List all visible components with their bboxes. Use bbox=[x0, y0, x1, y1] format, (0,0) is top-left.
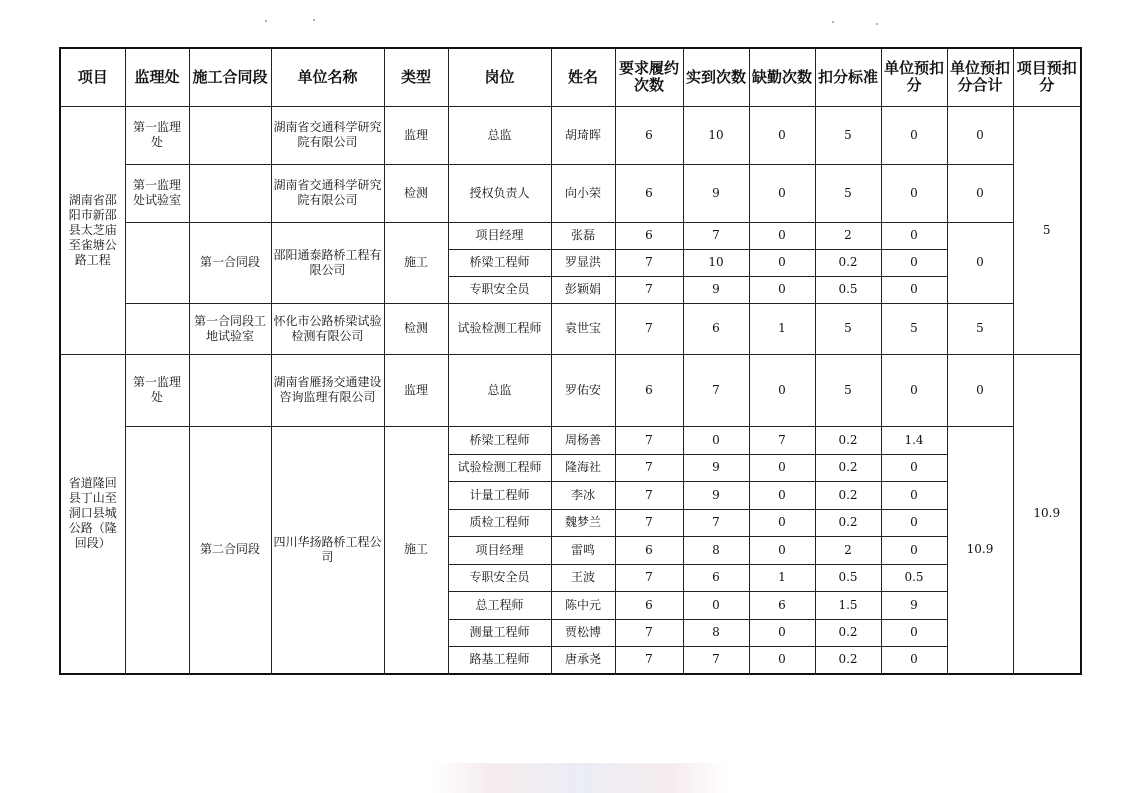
unit-name-cell: 湖南省交通科学研究院有限公司 bbox=[271, 164, 384, 222]
unit-pre-deduction-total-cell: 0 bbox=[947, 106, 1013, 164]
absent-times-cell: 0 bbox=[749, 222, 815, 249]
required-times-cell: 7 bbox=[615, 619, 683, 646]
position-cell: 试验检测工程师 bbox=[448, 454, 551, 481]
table-row bbox=[60, 303, 1081, 354]
position-cell: 项目经理 bbox=[448, 536, 551, 564]
supervision-office-cell: 第一监理处 bbox=[125, 354, 189, 426]
deduction-standard-cell: 2 bbox=[815, 536, 881, 564]
unit-pre-deduction-cell: 0 bbox=[881, 222, 947, 249]
type-cell: 检测 bbox=[384, 164, 448, 222]
required-times-cell: 6 bbox=[615, 222, 683, 249]
required-times-cell: 6 bbox=[615, 106, 683, 164]
unit-pre-deduction-cell: 0 bbox=[881, 276, 947, 303]
actual-times-cell: 9 bbox=[683, 164, 749, 222]
name-cell: 彭颖娟 bbox=[551, 276, 615, 303]
actual-times-cell: 9 bbox=[683, 276, 749, 303]
absent-times-cell: 1 bbox=[749, 564, 815, 591]
unit-pre-deduction-total-cell: 5 bbox=[947, 303, 1013, 354]
unit-pre-deduction-cell: 5 bbox=[881, 303, 947, 354]
name-cell: 胡琦晖 bbox=[551, 106, 615, 164]
deduction-standard-cell: 5 bbox=[815, 106, 881, 164]
position-cell: 专职安全员 bbox=[448, 276, 551, 303]
required-times-cell: 7 bbox=[615, 564, 683, 591]
name-cell: 张磊 bbox=[551, 222, 615, 249]
deduction-standard-cell: 2 bbox=[815, 222, 881, 249]
header-type: 类型 bbox=[384, 48, 448, 106]
name-cell: 周杨善 bbox=[551, 426, 615, 454]
required-times-cell: 6 bbox=[615, 536, 683, 564]
required-times-cell: 7 bbox=[615, 249, 683, 276]
name-cell: 罗佑安 bbox=[551, 354, 615, 426]
type-cell: 监理 bbox=[384, 106, 448, 164]
unit-pre-deduction-cell: 0 bbox=[881, 249, 947, 276]
unit-pre-deduction-cell: 0 bbox=[881, 164, 947, 222]
header-project-pre-deduction: 项目预扣分 bbox=[1013, 48, 1081, 106]
supervision-office-cell bbox=[125, 426, 189, 674]
header-deduction-standard: 扣分标准 bbox=[815, 48, 881, 106]
contract-section-cell: 第一合同段工地试验室 bbox=[189, 303, 271, 354]
header-position: 岗位 bbox=[448, 48, 551, 106]
absent-times-cell: 0 bbox=[749, 106, 815, 164]
unit-pre-deduction-cell: 0 bbox=[881, 106, 947, 164]
deduction-standard-cell: 0.2 bbox=[815, 454, 881, 481]
header-project: 项目 bbox=[60, 48, 125, 106]
type-cell: 检测 bbox=[384, 303, 448, 354]
scan-speck bbox=[832, 21, 834, 23]
name-cell: 罗显洪 bbox=[551, 249, 615, 276]
position-cell: 授权负责人 bbox=[448, 164, 551, 222]
deduction-standard-cell: 0.2 bbox=[815, 619, 881, 646]
unit-pre-deduction-cell: 0.5 bbox=[881, 564, 947, 591]
scan-speck bbox=[876, 23, 878, 25]
actual-times-cell: 0 bbox=[683, 426, 749, 454]
contract-section-cell bbox=[189, 106, 271, 164]
unit-pre-deduction-cell: 0 bbox=[881, 454, 947, 481]
supervision-office-cell bbox=[125, 222, 189, 303]
absent-times-cell: 0 bbox=[749, 536, 815, 564]
scan-speck bbox=[265, 20, 267, 22]
project-name-cell: 湖南省邵阳市新邵县太芝庙至雀塘公路工程 bbox=[60, 106, 125, 354]
header-absent-times: 缺勤次数 bbox=[749, 48, 815, 106]
required-times-cell: 6 bbox=[615, 354, 683, 426]
unit-pre-deduction-cell: 0 bbox=[881, 354, 947, 426]
name-cell: 王波 bbox=[551, 564, 615, 591]
type-cell: 施工 bbox=[384, 222, 448, 303]
absent-times-cell: 0 bbox=[749, 509, 815, 536]
name-cell: 魏梦兰 bbox=[551, 509, 615, 536]
header-name: 姓名 bbox=[551, 48, 615, 106]
contract-section-cell bbox=[189, 354, 271, 426]
supervision-office-cell bbox=[125, 303, 189, 354]
deduction-standard-cell: 0.2 bbox=[815, 646, 881, 674]
actual-times-cell: 8 bbox=[683, 536, 749, 564]
unit-name-cell: 怀化市公路桥梁试验检测有限公司 bbox=[271, 303, 384, 354]
deduction-standard-cell: 0.2 bbox=[815, 249, 881, 276]
deduction-standard-cell: 0.5 bbox=[815, 564, 881, 591]
table-row bbox=[60, 426, 1081, 454]
position-cell: 计量工程师 bbox=[448, 481, 551, 509]
deduction-standard-cell: 5 bbox=[815, 164, 881, 222]
header-supervision-office: 监理处 bbox=[125, 48, 189, 106]
actual-times-cell: 6 bbox=[683, 303, 749, 354]
unit-name-cell: 湖南省雁扬交通建设咨询监理有限公司 bbox=[271, 354, 384, 426]
attendance-deduction-table bbox=[59, 47, 1082, 675]
required-times-cell: 7 bbox=[615, 481, 683, 509]
absent-times-cell: 6 bbox=[749, 591, 815, 619]
unit-pre-deduction-cell: 9 bbox=[881, 591, 947, 619]
name-cell: 向小荣 bbox=[551, 164, 615, 222]
unit-pre-deduction-cell: 0 bbox=[881, 646, 947, 674]
unit-pre-deduction-cell: 0 bbox=[881, 509, 947, 536]
unit-pre-deduction-total-cell: 0 bbox=[947, 222, 1013, 303]
required-times-cell: 7 bbox=[615, 454, 683, 481]
absent-times-cell: 1 bbox=[749, 303, 815, 354]
position-cell: 总工程师 bbox=[448, 591, 551, 619]
contract-section-cell: 第一合同段 bbox=[189, 222, 271, 303]
position-cell: 质检工程师 bbox=[448, 509, 551, 536]
header-contract-section: 施工合同段 bbox=[189, 48, 271, 106]
position-cell: 路基工程师 bbox=[448, 646, 551, 674]
absent-times-cell: 0 bbox=[749, 619, 815, 646]
unit-pre-deduction-total-cell: 0 bbox=[947, 164, 1013, 222]
position-cell: 桥梁工程师 bbox=[448, 249, 551, 276]
name-cell: 袁世宝 bbox=[551, 303, 615, 354]
position-cell: 专职安全员 bbox=[448, 564, 551, 591]
absent-times-cell: 7 bbox=[749, 426, 815, 454]
required-times-cell: 6 bbox=[615, 591, 683, 619]
position-cell: 试验检测工程师 bbox=[448, 303, 551, 354]
unit-pre-deduction-total-cell: 0 bbox=[947, 354, 1013, 426]
position-cell: 测量工程师 bbox=[448, 619, 551, 646]
actual-times-cell: 9 bbox=[683, 481, 749, 509]
actual-times-cell: 8 bbox=[683, 619, 749, 646]
absent-times-cell: 0 bbox=[749, 164, 815, 222]
deduction-standard-cell: 0.2 bbox=[815, 481, 881, 509]
header-unit-name: 单位名称 bbox=[271, 48, 384, 106]
deduction-standard-cell: 0.5 bbox=[815, 276, 881, 303]
absent-times-cell: 0 bbox=[749, 249, 815, 276]
required-times-cell: 7 bbox=[615, 426, 683, 454]
absent-times-cell: 0 bbox=[749, 481, 815, 509]
unit-name-cell: 邵阳通泰路桥工程有限公司 bbox=[271, 222, 384, 303]
supervision-office-cell: 第一监理处试验室 bbox=[125, 164, 189, 222]
required-times-cell: 7 bbox=[615, 303, 683, 354]
unit-pre-deduction-cell: 0 bbox=[881, 619, 947, 646]
absent-times-cell: 0 bbox=[749, 454, 815, 481]
required-times-cell: 7 bbox=[615, 276, 683, 303]
project-pre-deduction-cell: 10.9 bbox=[1013, 354, 1081, 674]
absent-times-cell: 0 bbox=[749, 354, 815, 426]
unit-name-cell: 湖南省交通科学研究院有限公司 bbox=[271, 106, 384, 164]
name-cell: 雷鸣 bbox=[551, 536, 615, 564]
position-cell: 桥梁工程师 bbox=[448, 426, 551, 454]
supervision-office-cell: 第一监理处 bbox=[125, 106, 189, 164]
actual-times-cell: 7 bbox=[683, 354, 749, 426]
header-row bbox=[60, 48, 1081, 106]
required-times-cell: 6 bbox=[615, 164, 683, 222]
absent-times-cell: 0 bbox=[749, 276, 815, 303]
actual-times-cell: 6 bbox=[683, 564, 749, 591]
table-row bbox=[60, 222, 1081, 249]
project-name-cell: 省道隆回县丁山至洞口县城公路（隆回段） bbox=[60, 354, 125, 674]
actual-times-cell: 7 bbox=[683, 509, 749, 536]
name-cell: 李冰 bbox=[551, 481, 615, 509]
required-times-cell: 7 bbox=[615, 646, 683, 674]
actual-times-cell: 10 bbox=[683, 249, 749, 276]
contract-section-cell: 第二合同段 bbox=[189, 426, 271, 674]
project-pre-deduction-cell: 5 bbox=[1013, 106, 1081, 354]
name-cell: 唐承尧 bbox=[551, 646, 615, 674]
actual-times-cell: 7 bbox=[683, 222, 749, 249]
unit-pre-deduction-cell: 0 bbox=[881, 536, 947, 564]
unit-name-cell: 四川华扬路桥工程公司 bbox=[271, 426, 384, 674]
unit-pre-deduction-cell: 0 bbox=[881, 481, 947, 509]
actual-times-cell: 10 bbox=[683, 106, 749, 164]
contract-section-cell bbox=[189, 164, 271, 222]
type-cell: 监理 bbox=[384, 354, 448, 426]
type-cell: 施工 bbox=[384, 426, 448, 674]
name-cell: 隆海社 bbox=[551, 454, 615, 481]
deduction-standard-cell: 0.2 bbox=[815, 426, 881, 454]
name-cell: 陈中元 bbox=[551, 591, 615, 619]
header-actual-times: 实到次数 bbox=[683, 48, 749, 106]
table-row bbox=[60, 354, 1081, 426]
position-cell: 总监 bbox=[448, 354, 551, 426]
deduction-standard-cell: 1.5 bbox=[815, 591, 881, 619]
position-cell: 项目经理 bbox=[448, 222, 551, 249]
actual-times-cell: 7 bbox=[683, 646, 749, 674]
position-cell: 总监 bbox=[448, 106, 551, 164]
header-unit-pre-deduction: 单位预扣分 bbox=[881, 48, 947, 106]
scan-color-strip bbox=[430, 763, 730, 793]
scan-speck bbox=[313, 19, 315, 21]
header-unit-pre-deduction-total: 单位预扣分合计 bbox=[947, 48, 1013, 106]
unit-pre-deduction-cell: 1.4 bbox=[881, 426, 947, 454]
header-required-times: 要求履约次数 bbox=[615, 48, 683, 106]
deduction-standard-cell: 5 bbox=[815, 303, 881, 354]
table-row bbox=[60, 106, 1081, 164]
required-times-cell: 7 bbox=[615, 509, 683, 536]
actual-times-cell: 9 bbox=[683, 454, 749, 481]
name-cell: 贾松博 bbox=[551, 619, 615, 646]
unit-pre-deduction-total-cell: 10.9 bbox=[947, 426, 1013, 674]
table-body bbox=[60, 106, 1081, 674]
absent-times-cell: 0 bbox=[749, 646, 815, 674]
table-row bbox=[60, 164, 1081, 222]
deduction-standard-cell: 0.2 bbox=[815, 509, 881, 536]
deduction-standard-cell: 5 bbox=[815, 354, 881, 426]
actual-times-cell: 0 bbox=[683, 591, 749, 619]
